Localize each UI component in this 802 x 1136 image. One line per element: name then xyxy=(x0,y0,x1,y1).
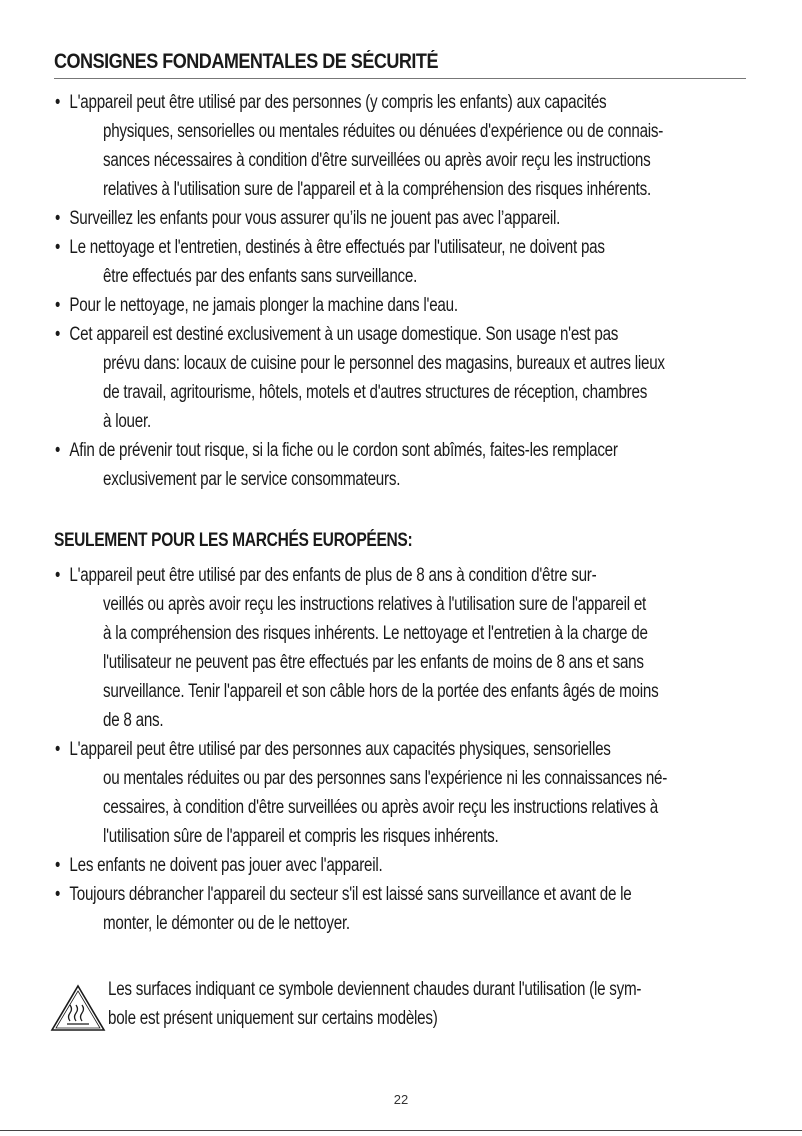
bullet-text: Afin de prévenir tout risque, si la fiche ou le cordon sont abîmés, faites-les remplacer xyxy=(69,440,618,461)
bullet-text: relatives à l'utilisation sure de l'appareil et à la compréhension des risques inhérents. xyxy=(103,179,652,200)
bullet-text: L'appareil peut être utilisé par des enfants de plus de 8 ans à condition d'être sur- xyxy=(69,565,597,586)
bullet-icon: • xyxy=(55,565,61,586)
bullet-text: physiques, sensorielles ou mentales réduites ou dénuées d'expérience ou de connais- xyxy=(103,121,664,142)
bullet-text: de travail, agritourisme, hôtels, motels et d'autres structures de réception, chambres xyxy=(103,382,648,403)
bullet-text: Surveillez les enfants pour vous assurer qu’ils ne jouent pas avec l’appareil. xyxy=(69,208,561,229)
bullet-first-line xyxy=(55,735,611,764)
bullet-text: L'appareil peut être utilisé par des personnes (y compris les enfants) aux capacités xyxy=(69,92,607,113)
bullet-text: surveillance. Tenir l'appareil et son câble hors de la portée des enfants âgés de moins xyxy=(103,681,659,702)
bullet-first-line xyxy=(55,561,607,590)
bullet-continuation-line xyxy=(103,677,743,706)
bullet-item xyxy=(0,291,802,320)
bullet-text: l'utilisation sûre de l'appareil et compris les risques inhérents. xyxy=(103,826,499,847)
bullet-text: Le nettoyage et l'entretien, destinés à être effectués par l'utilisateur, ne doivent pas xyxy=(69,237,605,258)
bullet-item xyxy=(0,204,802,233)
bullet-item xyxy=(0,88,802,204)
bullet-item xyxy=(0,561,802,735)
bullet-text: de 8 ans. xyxy=(103,710,164,731)
bullet-text: Les enfants ne doivent pas jouer avec l'appareil. xyxy=(69,855,383,876)
hot-surface-warning-icon xyxy=(50,983,106,1033)
page-number: 22 xyxy=(393,1092,409,1107)
bullet-continuation-line xyxy=(103,706,743,735)
bullet-text: à louer. xyxy=(103,411,151,432)
bullet-item xyxy=(0,233,802,291)
hot-surface-warning xyxy=(50,975,750,1035)
bullet-text: Toujours débrancher l'appareil du secteur s'il est laissé sans surveillance et avant de le xyxy=(69,884,632,905)
bullet-icon: • xyxy=(55,237,61,258)
hot-surface-warning-text xyxy=(108,975,748,1033)
bullet-item xyxy=(0,436,802,494)
bullet-icon: • xyxy=(55,855,61,876)
bullet-text: sances nécessaires à condition d'être surveillées ou après avoir reçu les instructions xyxy=(103,150,651,171)
bullet-continuation-line xyxy=(103,764,743,793)
bullet-icon: • xyxy=(55,440,61,461)
safety-instructions-list xyxy=(0,88,802,494)
bullet-continuation-line xyxy=(103,822,743,851)
bullet-continuation-line xyxy=(103,378,743,407)
bullet-first-line xyxy=(55,88,607,117)
bullet-text: prévu dans: locaux de cuisine pour le personnel des magasins, bureaux et autres lieux xyxy=(103,353,665,374)
bullet-text: exclusivement par le service consommateurs. xyxy=(103,469,401,490)
bullet-icon: • xyxy=(55,295,61,316)
warning-line: Les surfaces indiquant ce symbole deviennent chaudes durant l'utilisation (le sym- xyxy=(108,979,642,1000)
bullet-continuation-line xyxy=(103,909,743,938)
bullet-text: cessaires, à condition d'être surveillées ou après avoir reçu les instructions relatives à xyxy=(103,797,658,818)
bullet-item xyxy=(0,851,802,880)
bottom-divider xyxy=(0,1130,802,1131)
bullet-continuation-line xyxy=(103,175,743,204)
bullet-continuation-line xyxy=(103,407,743,436)
bullet-icon: • xyxy=(55,739,61,760)
warning-line: bole est présent uniquement sur certains modèles) xyxy=(108,1008,438,1029)
bullet-text: à la compréhension des risques inhérents. Le nettoyage et l'entretien à la charge de xyxy=(103,623,648,644)
bullet-continuation-line xyxy=(103,619,743,648)
bullet-first-line xyxy=(55,851,607,880)
bullet-first-line xyxy=(55,204,607,233)
bullet-continuation-line xyxy=(103,793,743,822)
bullet-item xyxy=(0,880,802,938)
bullet-item xyxy=(0,320,802,436)
bullet-icon: • xyxy=(55,208,61,229)
bullet-first-line xyxy=(55,436,618,465)
bullet-first-line xyxy=(55,291,607,320)
bullet-text: Pour le nettoyage, ne jamais plonger la machine dans l'eau. xyxy=(69,295,458,316)
bullet-first-line xyxy=(55,320,619,349)
bullet-text: L'appareil peut être utilisé par des personnes aux capacités physiques, sensorielles xyxy=(69,739,611,760)
eu-markets-heading: SEULEMENT POUR LES MARCHÉS EUROPÉENS: xyxy=(54,530,413,551)
bullet-text: Cet appareil est destiné exclusivement à un usage domestique. Son usage n'est pas xyxy=(69,324,619,345)
eu-instructions-list xyxy=(0,561,802,938)
bullet-icon: • xyxy=(55,92,61,113)
bullet-icon: • xyxy=(55,324,61,345)
bullet-text: être effectués par des enfants sans surveillance. xyxy=(103,266,418,287)
bullet-continuation-line xyxy=(103,648,743,677)
bullet-text: monter, le démonter ou de le nettoyer. xyxy=(103,913,350,934)
heading-underline xyxy=(54,78,746,79)
bullet-item xyxy=(0,735,802,851)
bullet-first-line xyxy=(55,233,607,262)
bullet-continuation-line xyxy=(103,146,743,175)
bullet-icon: • xyxy=(55,884,61,905)
bullet-text: l'utilisateur ne peuvent pas être effectués par les enfants de moins de 8 ans et sans xyxy=(103,652,644,673)
bullet-text: veillés ou après avoir reçu les instructions relatives à l'utilisation sure de l'appareil et xyxy=(103,594,647,615)
bullet-continuation-line xyxy=(103,465,743,494)
bullet-continuation-line xyxy=(103,349,743,378)
bullet-continuation-line xyxy=(103,590,743,619)
page-title: CONSIGNES FONDAMENTALES DE SÉCURITÉ xyxy=(54,50,438,73)
bullet-continuation-line xyxy=(103,117,743,146)
bullet-continuation-line xyxy=(103,262,743,291)
bullet-first-line xyxy=(55,880,632,909)
bullet-text: ou mentales réduites ou par des personnes sans l'expérience ni les connaissances né- xyxy=(103,768,668,789)
